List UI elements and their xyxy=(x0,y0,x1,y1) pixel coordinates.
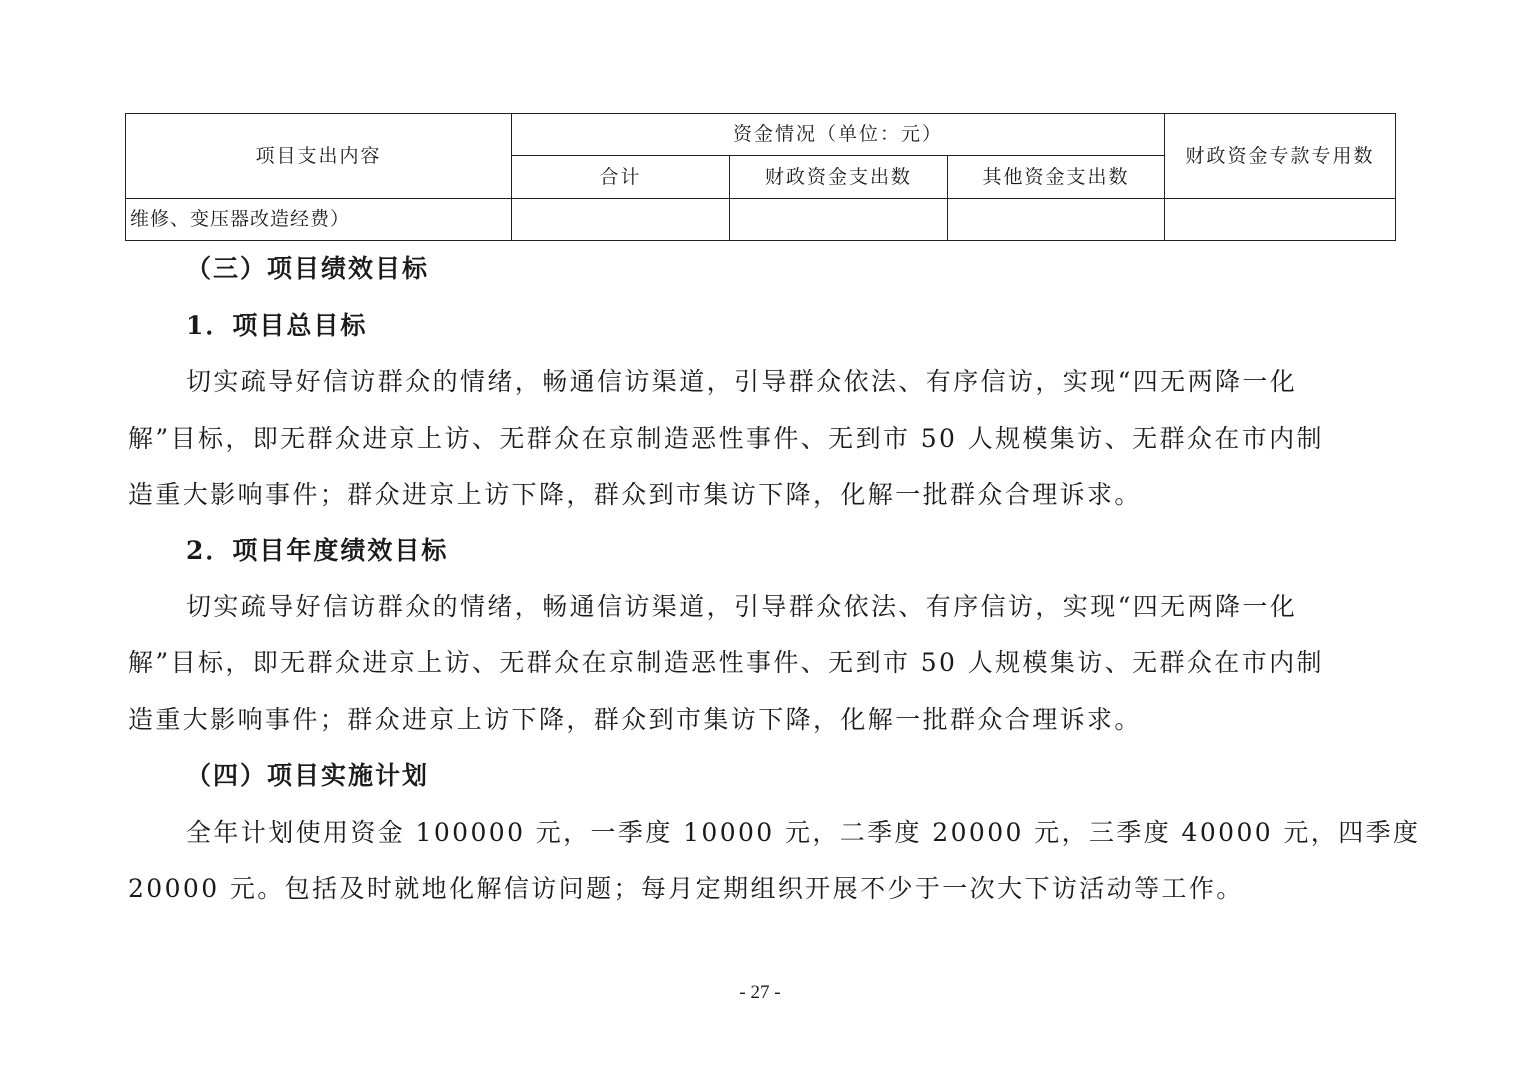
row-special-cell xyxy=(1165,199,1396,241)
section-heading-performance-goals: （三）项目绩效目标 xyxy=(186,254,430,283)
paragraph-line: 全年计划使用资金 100000 元，一季度 10000 元，二季度 20000 元，三季度 40000 元，四季度 xyxy=(186,818,1421,847)
row-other-cell xyxy=(948,199,1165,241)
row-fiscal-cell xyxy=(730,199,948,241)
header-funds-cell: 资金情况（单位：元） xyxy=(512,114,1165,156)
paragraph-line: 切实疏导好信访群众的情绪，畅通信访渠道，引导群众依法、有序信访，实现“四无两降一化 xyxy=(186,592,1298,621)
subheader-total-cell: 合计 xyxy=(512,156,730,199)
table-header-row xyxy=(126,114,1396,156)
header-item-cell: 项目支出内容 xyxy=(126,114,512,199)
table-row xyxy=(126,199,1396,241)
budget-table xyxy=(125,113,1396,241)
paragraph-line: 造重大影响事件；群众进京上访下降，群众到市集访下降，化解一批群众合理诉求。 xyxy=(128,480,1142,509)
paragraph-line: 造重大影响事件；群众进京上访下降，群众到市集访下降，化解一批群众合理诉求。 xyxy=(128,705,1142,734)
paragraph-line: 解”目标，即无群众进京上访、无群众在京制造恶性事件、无到市 50 人规模集访、无群众在市内制 xyxy=(128,424,1324,453)
subheading-overall-goal: 1．项目总目标 xyxy=(186,311,368,340)
row-total-cell xyxy=(512,199,730,241)
subheading-annual-goal: 2．项目年度绩效目标 xyxy=(186,536,449,565)
page-number: - 27 - xyxy=(739,982,781,1003)
paragraph-line: 解”目标，即无群众进京上访、无群众在京制造恶性事件、无到市 50 人规模集访、无群众在市内制 xyxy=(128,648,1324,677)
subheader-fiscal-cell: 财政资金支出数 xyxy=(730,156,948,199)
paragraph-line: 切实疏导好信访群众的情绪，畅通信访渠道，引导群众依法、有序信访，实现“四无两降一化 xyxy=(186,367,1298,396)
header-special-cell: 财政资金专款专用数 xyxy=(1165,114,1396,199)
section-heading-implementation-plan: （四）项目实施计划 xyxy=(186,761,430,790)
row-item-cell: 维修、变压器改造经费） xyxy=(126,199,512,241)
subheader-other-cell: 其他资金支出数 xyxy=(948,156,1165,199)
paragraph-line: 20000 元。包括及时就地化解信访问题；每月定期组织开展不少于一次大下访活动等工作。 xyxy=(128,874,1244,903)
